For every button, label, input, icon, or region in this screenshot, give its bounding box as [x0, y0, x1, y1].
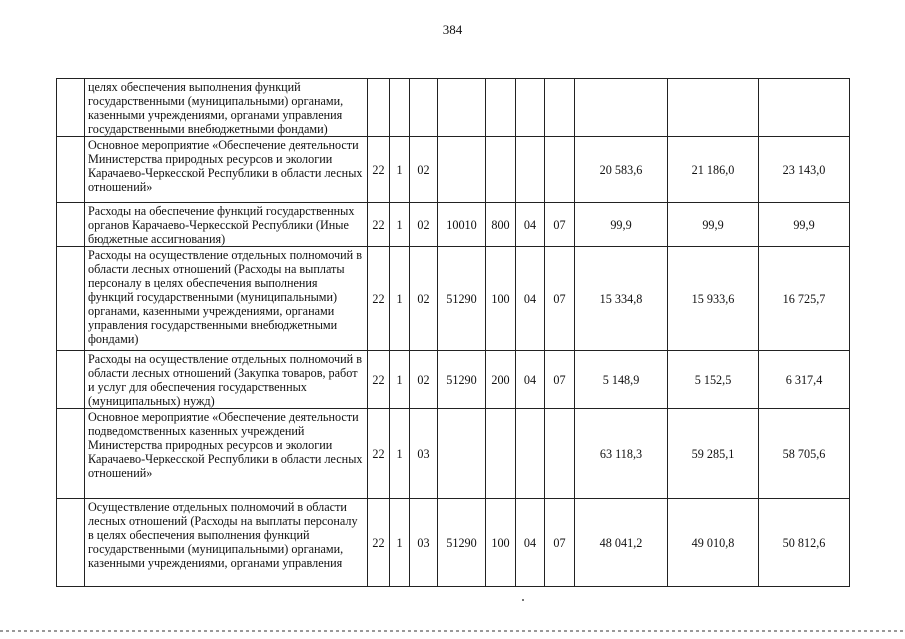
amount-cell: 20 583,6 [575, 137, 668, 203]
table-row [57, 137, 850, 203]
page-number: 384 [442, 22, 463, 37]
code-cell: 22 [368, 409, 390, 499]
code-cell [516, 79, 545, 137]
code-cell [545, 79, 575, 137]
row-number-cell [57, 137, 85, 203]
description-cell: Расходы на осуществление отдельных полномочий в области лесных отношений (Расходы на выплаты персоналу в целях обеспечения выполнения функций государственными (муниципальными) органами, казенными учреждениями, органами управления государственными внебюджетными фондами) [85, 247, 368, 351]
code-cell: 1 [390, 137, 410, 203]
code-cell: 1 [390, 203, 410, 247]
scan-speck [522, 599, 524, 601]
row-number-cell [57, 499, 85, 587]
code-cell: 07 [545, 247, 575, 351]
amount-cell: 59 285,1 [668, 409, 759, 499]
code-cell: 1 [390, 247, 410, 351]
code-cell: 22 [368, 351, 390, 409]
table-row [57, 247, 850, 351]
code-cell: 100 [486, 247, 516, 351]
code-cell: 1 [390, 351, 410, 409]
code-cell [438, 409, 486, 499]
code-cell: 04 [516, 203, 545, 247]
code-cell: 03 [410, 499, 438, 587]
row-number-cell [57, 79, 85, 137]
code-cell: 02 [410, 137, 438, 203]
amount-cell: 5 152,5 [668, 351, 759, 409]
code-cell [368, 79, 390, 137]
code-cell: 100 [486, 499, 516, 587]
code-cell: 51290 [438, 247, 486, 351]
row-number-cell [57, 351, 85, 409]
code-cell [545, 409, 575, 499]
code-cell: 22 [368, 499, 390, 587]
amount-cell: 48 041,2 [575, 499, 668, 587]
code-cell: 02 [410, 203, 438, 247]
code-cell [438, 79, 486, 137]
code-cell [545, 137, 575, 203]
budget-table [56, 78, 850, 587]
code-cell [486, 409, 516, 499]
description-cell: Расходы на обеспечение функций государственных органов Карачаево-Черкесской Республики (Иные бюджетные ассигнования) [85, 203, 368, 247]
amount-cell: 99,9 [668, 203, 759, 247]
code-cell: 200 [486, 351, 516, 409]
code-cell: 07 [545, 351, 575, 409]
row-number-cell [57, 203, 85, 247]
amount-cell: 50 812,6 [759, 499, 850, 587]
amount-cell: 15 334,8 [575, 247, 668, 351]
amount-cell: 5 148,9 [575, 351, 668, 409]
code-cell [390, 79, 410, 137]
code-cell [438, 137, 486, 203]
code-cell: 800 [486, 203, 516, 247]
table-row [57, 409, 850, 499]
code-cell [516, 137, 545, 203]
code-cell [486, 79, 516, 137]
row-number-cell [57, 409, 85, 499]
code-cell: 02 [410, 351, 438, 409]
amount-cell: 99,9 [759, 203, 850, 247]
code-cell: 07 [545, 499, 575, 587]
amount-cell: 21 186,0 [668, 137, 759, 203]
row-number-cell [57, 247, 85, 351]
code-cell: 22 [368, 203, 390, 247]
amount-cell: 99,9 [575, 203, 668, 247]
code-cell: 22 [368, 137, 390, 203]
code-cell: 02 [410, 247, 438, 351]
amount-cell: 23 143,0 [759, 137, 850, 203]
code-cell: 07 [545, 203, 575, 247]
description-cell: Расходы на осуществление отдельных полномочий в области лесных отношений (Закупка товаров, работ и услуг для обеспечения государственных (муниципальных) нужд) [85, 351, 368, 409]
code-cell: 04 [516, 499, 545, 587]
description-cell: Осуществление отдельных полномочий в области лесных отношений (Расходы на выплаты персоналу в целях обеспечения выполнения функций государственными (муниципальными) органами, казенными учреждениями, органами управления [85, 499, 368, 587]
code-cell: 51290 [438, 351, 486, 409]
code-cell: 1 [390, 409, 410, 499]
amount-cell: 16 725,7 [759, 247, 850, 351]
table-row [57, 499, 850, 587]
table-row [57, 79, 850, 137]
amount-cell: 15 933,6 [668, 247, 759, 351]
amount-cell: 49 010,8 [668, 499, 759, 587]
code-cell [516, 409, 545, 499]
code-cell [410, 79, 438, 137]
amount-cell [668, 79, 759, 137]
amount-cell: 58 705,6 [759, 409, 850, 499]
amount-cell [575, 79, 668, 137]
code-cell: 10010 [438, 203, 486, 247]
code-cell: 1 [390, 499, 410, 587]
description-cell: Основное мероприятие «Обеспечение деятельности Министерства природных ресурсов и экологии Карачаево-Черкесской Республики в области лесных отношений» [85, 137, 368, 203]
code-cell: 03 [410, 409, 438, 499]
amount-cell: 63 118,3 [575, 409, 668, 499]
code-cell: 04 [516, 247, 545, 351]
code-cell: 22 [368, 247, 390, 351]
table-row [57, 203, 850, 247]
table-row [57, 351, 850, 409]
amount-cell: 6 317,4 [759, 351, 850, 409]
code-cell: 51290 [438, 499, 486, 587]
code-cell [486, 137, 516, 203]
scan-bottom-edge [0, 630, 905, 632]
amount-cell [759, 79, 850, 137]
description-cell: целях обеспечения выполнения функций государственными (муниципальными) органами, казенными учреждениями, органами управления государственными внебюджетными фондами) [85, 79, 368, 137]
description-cell: Основное мероприятие «Обеспечение деятельности подведомственных казенных учреждений Министерства природных ресурсов и экологии Карачаево-Черкесской Республики в области лесных отношений» [85, 409, 368, 499]
code-cell: 04 [516, 351, 545, 409]
